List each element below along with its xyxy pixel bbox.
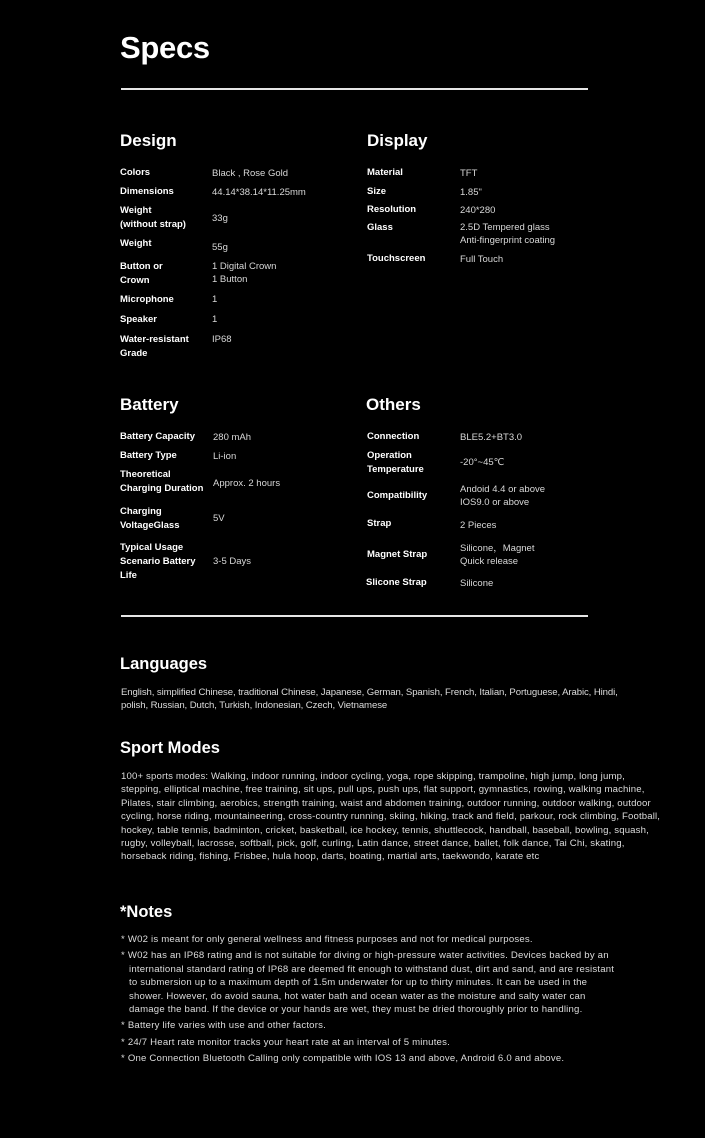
others-heading: Others	[366, 395, 421, 414]
spec-value: Silicone	[460, 578, 494, 589]
spec-label: Battery Capacity	[120, 431, 195, 442]
spec-value: Andoid 4.4 or above IOS9.0 or above	[460, 484, 546, 508]
notes-heading: *Notes	[120, 903, 173, 921]
spec-label: Microphone	[120, 294, 174, 305]
battery-heading: Battery	[120, 395, 179, 414]
spec-value: 280 mAh	[213, 432, 252, 443]
spec-label: Operation Temperature	[367, 450, 424, 475]
spec-label: Connection	[367, 431, 420, 442]
note-item: * Battery life varies with use and other factors.	[121, 1019, 621, 1032]
spec-label: Size	[367, 186, 387, 197]
spec-value: 240*280	[460, 205, 496, 216]
spec-value: IP68	[212, 334, 232, 345]
page-title: Specs	[120, 30, 210, 65]
note-item: * One Connection Bluetooth Calling only compatible with IOS 13 and above, Android 6.0 and above.	[121, 1052, 621, 1065]
languages-text: English, simplified Chinese, traditional Chinese, Japanese, German, Spanish, French, Italian, Portuguese, Arabic, Hindi, polish, Russian, Dutch, Turkish, Indonesian, Czech, Vietnamese	[121, 687, 618, 712]
spec-label: Touchscreen	[367, 253, 426, 264]
spec-value: 55g	[212, 242, 228, 253]
spec-label: Resolution	[367, 204, 417, 215]
spec-value: Black , Rose Gold	[212, 168, 289, 179]
spec-value: BLE5.2+BT3.0	[460, 432, 523, 443]
spec-label: Button or Crown	[120, 261, 163, 286]
spec-value: Approx. 2 hours	[213, 478, 281, 489]
note-item: * W02 has an IP68 rating and is not suitable for diving or high-pressure water activities. Devices backed by an international standard rating of IP68 are deemed fit enough to withstand dust, dirt and sand, and are resistant to submersion up to a maximum depth of 1.5m underwater for up to thirty minutes. It can be used in the shower. However, do avoid sauna, hot water bath and ocean water as the moisture and salty water can damage the band. If the device or your hands are wet, they must be dried thoroughly prior to handling.	[121, 949, 621, 1016]
spec-value: 3-5 Days	[213, 556, 252, 567]
spec-label: Theoretical Charging Duration	[120, 469, 204, 494]
spec-label: Magnet Strap	[367, 549, 428, 560]
notes-list	[121, 933, 621, 1069]
spec-label: Water-resistant Grade	[120, 334, 189, 359]
spec-label: Dimensions	[120, 186, 174, 197]
design-heading: Design	[120, 131, 177, 150]
spec-value: 33g	[212, 213, 228, 224]
spec-value: TFT	[460, 168, 478, 179]
sport-modes-text: 100+ sports modes: Walking, indoor running, indoor cycling, yoga, rope skipping, trampoline, high jump, long jump, stepping, elliptical machine, free training, sit ups, pull ups, push ups, flat support, gymnastics, rowing, walking machine, Pilates, stair climbing, aerobics, strength training, waist and abdomen training, outdoor running, outdoor walking, outdoor cycling, horse riding, mountaineering, cross-country running, skiing, hiking, track and field, parkour, rock climbing, Football, hockey, table tennis, badminton, cricket, basketball, ice hockey, tennis, shuttlecock, handball, baseball, bowling, squash, rugby, volleyball, lacrosse, softball, pick, golf, curling, Latin dance, street dance, ballet, folk dance, Tai Chi, skating, horseback riding, fishing, Frisbee, hula hoop, darts, boating, martial arts, taekwondo, karate etc	[121, 771, 661, 863]
spec-label: Compatibility	[367, 490, 428, 501]
spec-label: Glass	[367, 222, 393, 233]
spec-label: Strap	[367, 518, 392, 529]
spec-value: Full Touch	[460, 254, 504, 265]
spec-label: Material	[367, 167, 403, 178]
spec-value: 2.5D Tempered glass Anti-fingerprint coating	[460, 222, 556, 246]
spec-value: 2 Pieces	[460, 520, 497, 531]
languages-heading: Languages	[120, 655, 208, 673]
sport-modes-heading: Sport Modes	[120, 739, 220, 757]
spec-value: Silicone，Magnet Quick release	[460, 543, 535, 567]
display-heading: Display	[367, 131, 428, 150]
spec-label: Weight	[120, 238, 152, 249]
spec-value: 1	[212, 294, 218, 305]
note-item: * W02 is meant for only general wellness and fitness purposes and not for medical purposes.	[121, 933, 621, 946]
top-divider	[121, 88, 588, 90]
spec-label: Slicone Strap	[366, 577, 427, 588]
spec-label: Charging VoltageGlass	[120, 506, 180, 531]
spec-label: Battery Type	[120, 450, 177, 461]
spec-label: Colors	[120, 167, 151, 178]
spec-label: Speaker	[120, 314, 157, 325]
spec-value: 1 Digital Crown 1 Button	[212, 261, 277, 285]
spec-value: 1	[212, 314, 218, 325]
spec-value: 5V	[213, 513, 225, 524]
spec-label: Weight (without strap)	[120, 205, 186, 230]
spec-value: -20°~45℃	[460, 457, 505, 468]
note-item: * 24/7 Heart rate monitor tracks your heart rate at an interval of 5 minutes.	[121, 1036, 621, 1049]
spec-value: 44.14*38.14*11.25mm	[212, 187, 306, 198]
middle-divider	[121, 615, 588, 617]
spec-label: Typical Usage Scenario Battery Life	[120, 542, 196, 581]
spec-value: 1.85"	[460, 187, 482, 198]
spec-value: Li-ion	[213, 451, 237, 462]
